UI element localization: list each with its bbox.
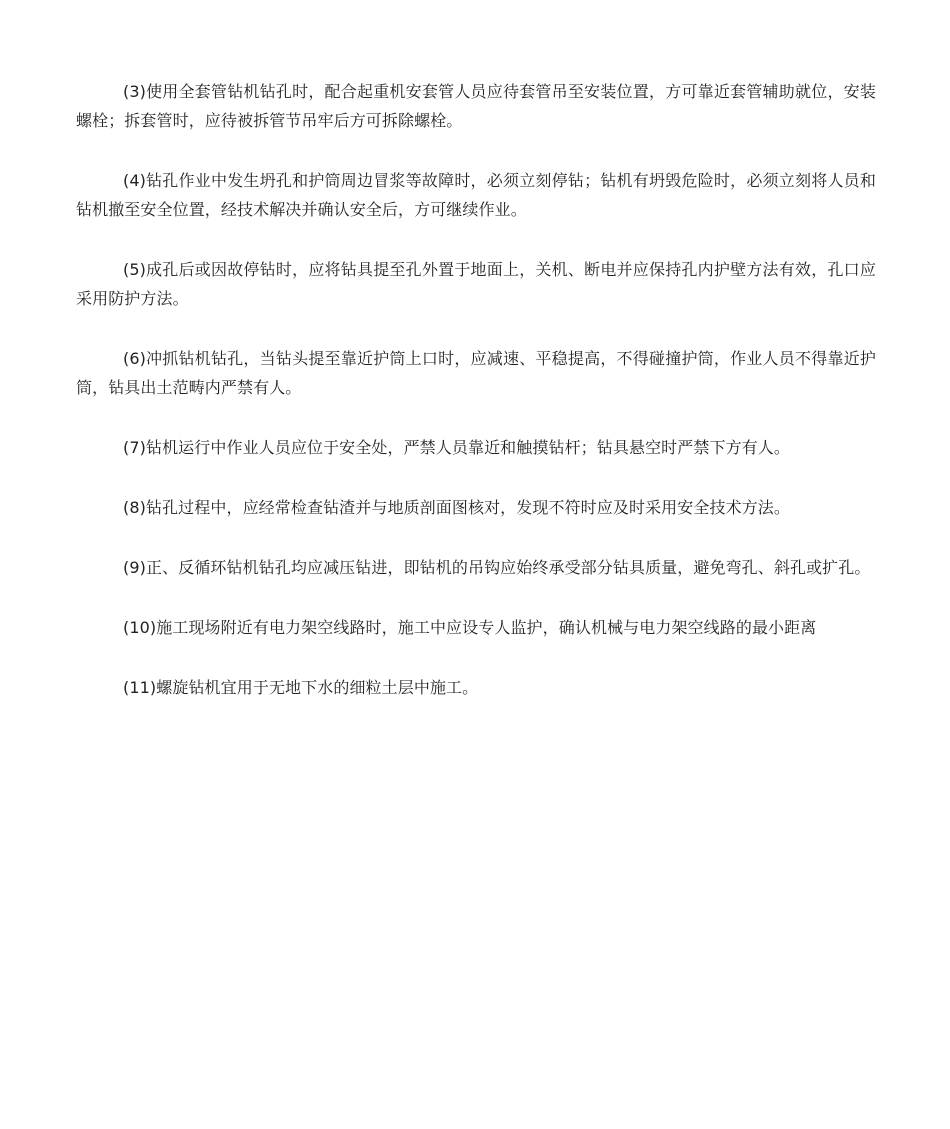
paragraph-item-4: (4)钻孔作业中发生坍孔和护筒周边冒浆等故障时，必须立刻停钻；钻机有坍毁危险时，必须立刻将人员和钻机撤至安全位置，经技术解决并确认安全后，方可继续作业。 <box>76 171 876 219</box>
paragraph-item-5: (5)成孔后或因故停钻时，应将钻具提至孔外置于地面上，关机、断电并应保持孔内护壁方法有效，孔口应采用防护方法。 <box>76 260 876 308</box>
paragraph-item-8: (8)钻孔过程中，应经常检查钻渣并与地质剖面图核对，发现不符时应及时采用安全技术方法。 <box>123 498 790 517</box>
paragraph-item-10: (10)施工现场附近有电力架空线路时，施工中应设专人监护，确认机械与电力架空线路的最小距离 <box>123 618 817 637</box>
paragraph-item-6: (6)冲抓钻机钻孔，当钻头提至靠近护筒上口时，应减速、平稳提高，不得碰撞护筒，作业人员不得靠近护筒，钻具出土范畴内严禁有人。 <box>76 349 876 397</box>
paragraph-item-7: (7)钻机运行中作业人员应位于安全处，严禁人员靠近和触摸钻杆；钻具悬空时严禁下方有人。 <box>123 438 790 457</box>
paragraph-item-11: (11)螺旋钻机宜用于无地下水的细粒土层中施工。 <box>123 678 479 697</box>
paragraph-item-3: (3)使用全套管钻机钻孔时，配合起重机安套管人员应待套管吊至安装位置，方可靠近套管辅助就位，安装螺栓；拆套管时，应待被拆管节吊牢后方可拆除螺栓。 <box>76 82 876 130</box>
paragraph-item-9: (9)正、反循环钻机钻孔均应减压钻进，即钻机的吊钩应始终承受部分钻具质量，避免弯孔、斜孔或扩孔。 <box>123 558 871 577</box>
document-body <box>76 77 876 733</box>
